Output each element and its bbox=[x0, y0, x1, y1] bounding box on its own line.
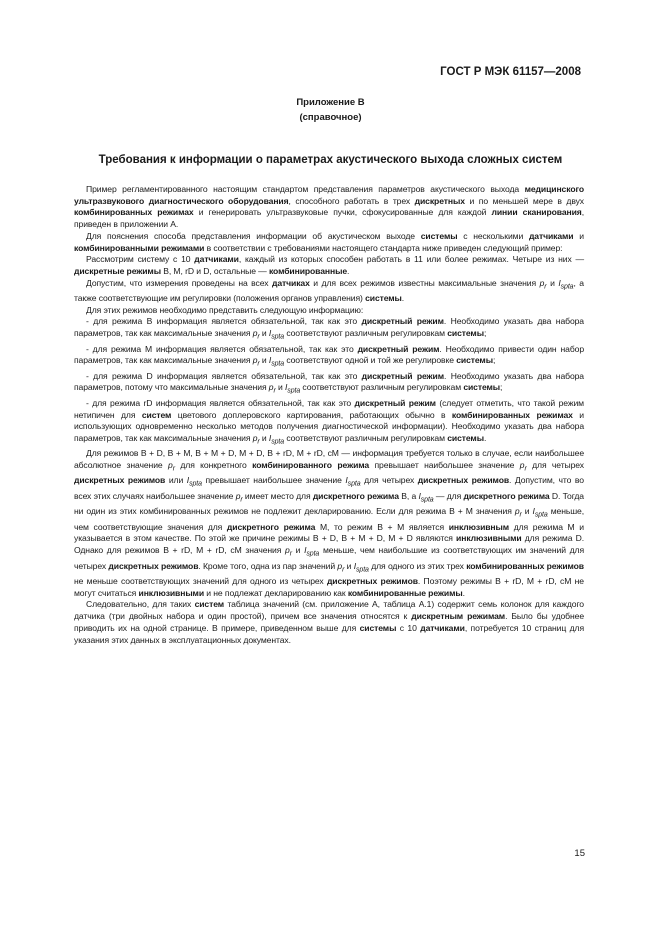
term-bold: линии сканирования bbox=[491, 207, 582, 218]
paragraph bbox=[74, 344, 584, 371]
term-bold: дискретных режимов bbox=[108, 560, 199, 571]
text-run: и bbox=[275, 382, 285, 393]
section-title: Требования к информации о параметрах акустического выхода сложных систем bbox=[98, 154, 563, 166]
text-run: - для режима D информация является обязательной, так как это bbox=[86, 370, 362, 381]
symbol: p bbox=[168, 460, 173, 471]
symbol: p bbox=[285, 545, 290, 556]
term-bold: системы bbox=[463, 382, 501, 393]
symbol: I bbox=[304, 545, 307, 556]
term-bold: комбинированными режимами bbox=[74, 242, 205, 253]
text-run: соответствуют различным регулировкам bbox=[284, 328, 448, 339]
annex-heading bbox=[0, 95, 661, 125]
symbol: I bbox=[532, 506, 535, 517]
term-bold: дискретного режима bbox=[463, 490, 550, 501]
symbol-subscript: spta bbox=[271, 438, 285, 446]
term-bold: дискретный режим bbox=[357, 343, 440, 354]
text-run: - для режима rD информация является обязательной, так как это bbox=[86, 397, 355, 408]
text-run: , каждый из которых способен работать в 11 или более режимах. Четыре из них — bbox=[238, 254, 584, 265]
paragraph bbox=[74, 231, 584, 254]
text-run: в соответствии с требованиями настоящего стандарта ниже приведен следующий пример: bbox=[204, 242, 563, 253]
symbol: p bbox=[268, 382, 274, 393]
text-run: В, а bbox=[398, 490, 419, 501]
text-run: соответствуют различным регулировкам bbox=[284, 432, 448, 443]
text-run: Рассмотрим систему с 10 bbox=[86, 254, 195, 265]
term-bold: дискретным режимам bbox=[411, 611, 506, 622]
text-run: с несколькими bbox=[457, 230, 529, 241]
symbol: p bbox=[539, 277, 545, 288]
text-run: . Было бы удобнее приводить их на одной странице. В примере, приведенном выше для bbox=[74, 611, 584, 633]
text-run: В, М, rD и D, остальные — bbox=[160, 265, 269, 276]
text-run: и для всех режимов известны максимальные значения bbox=[309, 277, 540, 288]
text-run: соответствуют различным регулировкам bbox=[300, 382, 464, 393]
symbol: I bbox=[558, 277, 561, 288]
text-run: для одного из этих трех bbox=[368, 560, 467, 571]
paragraph bbox=[74, 398, 584, 449]
text-run: и не подлежат декларированию как bbox=[204, 587, 348, 598]
term-bold: дискретных режимов bbox=[326, 576, 418, 586]
symbol-subscript: r bbox=[172, 465, 175, 473]
symbol: I bbox=[268, 432, 272, 443]
paragraph bbox=[74, 448, 584, 599]
text-run: . Необходимо указать два набора параметров, потому что максимальные значения bbox=[74, 370, 584, 393]
term-bold: медицинского ультразвукового диагностического оборудования bbox=[74, 184, 584, 206]
text-run: ; bbox=[500, 382, 503, 393]
text-run: , а также соответствующие им регулировки (положения органов управления) bbox=[74, 277, 584, 304]
symbol: I bbox=[268, 328, 272, 339]
text-run: . Допустим, что во всех этих случаях наибольшее значение bbox=[74, 475, 584, 501]
term-bold: датчиками bbox=[194, 254, 239, 265]
paragraph bbox=[74, 184, 584, 231]
symbol-subscript: spta bbox=[420, 496, 434, 504]
text-run: . Необходимо привести один набор параметров, так как максимальные значения bbox=[74, 343, 584, 366]
term-bold: комбинированные bbox=[268, 265, 348, 276]
text-run: . bbox=[462, 587, 465, 598]
text-run: . bbox=[483, 432, 487, 443]
text-run: и генерировать ультразвуковые пучки, сфокусированные для каждой bbox=[193, 207, 492, 218]
symbol-subscript: spta bbox=[271, 361, 285, 368]
term-bold: системы bbox=[456, 355, 493, 366]
symbol: I bbox=[418, 490, 421, 501]
text-run: — для bbox=[433, 490, 464, 501]
term-bold: дискретного режима bbox=[312, 490, 399, 501]
symbol-subscript: r bbox=[240, 496, 243, 504]
term-bold: системы bbox=[447, 328, 484, 339]
text-run: . bbox=[401, 293, 405, 304]
paragraph bbox=[74, 278, 584, 305]
term-bold: системы bbox=[359, 622, 397, 633]
text-run: и bbox=[573, 230, 584, 241]
standard-header: ГОСТ Р МЭК 61157—2008 bbox=[440, 66, 581, 78]
symbol: I bbox=[353, 560, 357, 571]
text-run: для конкретного bbox=[174, 460, 253, 471]
term-bold: комбинированных режимах bbox=[74, 207, 194, 218]
text-run: (следует отметить, что такой режим нетипичен для bbox=[74, 397, 584, 420]
text-run: Допустим, что измерения проведены на всех bbox=[86, 277, 272, 288]
text-run: превышает наибольшее значение bbox=[201, 475, 346, 486]
symbol: p bbox=[252, 432, 258, 443]
symbol-subscript: r bbox=[273, 388, 276, 396]
term-bold: инклюзивным bbox=[448, 521, 510, 532]
symbol-subscript: spta bbox=[271, 333, 285, 341]
term-bold: систем bbox=[194, 599, 225, 610]
term-bold: дискретного режима bbox=[226, 521, 316, 532]
text-run: Для этих режимов необходимо представить следующую информацию: bbox=[86, 304, 364, 315]
text-run: не меньше соответствующих значений для одного из четырех bbox=[74, 576, 327, 586]
symbol-subscript: spta bbox=[306, 550, 320, 558]
paragraph bbox=[74, 316, 584, 343]
text-run: . Кроме того, одна из пар значений bbox=[198, 560, 338, 571]
term-bold: дискретных режимов bbox=[417, 475, 510, 486]
symbol: p bbox=[252, 355, 258, 366]
symbol-subscript: r bbox=[257, 361, 260, 368]
text-run: . Необходимо указать два набора параметров, так как максимальные значения bbox=[74, 316, 584, 339]
paragraph bbox=[74, 371, 584, 398]
page-number: 15 bbox=[574, 848, 585, 859]
symbol: p bbox=[337, 560, 343, 571]
text-run: с 10 bbox=[396, 622, 421, 633]
symbol-subscript: r bbox=[519, 512, 522, 520]
symbol-subscript: r bbox=[544, 283, 547, 291]
term-bold: комбинированных режимов bbox=[466, 560, 584, 571]
text-run: имеет место для bbox=[242, 490, 313, 501]
text-run: Для пояснения способа представления информации об акустическом выходе bbox=[86, 230, 421, 241]
term-bold: системы bbox=[365, 293, 402, 304]
text-run: таблица значений (см. приложение А, таблица А.1) содержит семь колонок для каждого датчика (три двойных набора и один простой), причем все значения относятся к bbox=[74, 599, 584, 622]
text-run: для режима М и указывается в этом качестве. По этой же причине режимы В + D, В + М + D, М + D являются bbox=[74, 521, 584, 544]
term-bold: дискретный режим bbox=[354, 397, 436, 408]
term-bold: дискретный режим bbox=[361, 316, 444, 327]
symbol-subscript: r bbox=[257, 333, 260, 341]
text-run: и bbox=[259, 432, 269, 443]
symbol-subscript: spta bbox=[189, 481, 202, 489]
text-run: Для режимов В + D, В + М, В + М + D, М + D, В + rD, М + rD, сМ — информация требуется только в случае, если наибольшее абсолютное значение bbox=[74, 448, 584, 471]
annex-label: Приложение В bbox=[296, 97, 365, 108]
text-run: цветового доплеровского картирования, работающих обычно в bbox=[171, 409, 452, 420]
symbol: I bbox=[186, 475, 190, 486]
term-bold: инклюзивными bbox=[138, 587, 205, 598]
symbol: I bbox=[268, 355, 272, 366]
symbol: p bbox=[514, 506, 520, 517]
text-run: Пример регламентированного настоящим стандартом представления параметров акустического выхода bbox=[86, 184, 525, 194]
text-run: , способного работать в трех bbox=[288, 195, 415, 206]
text-run: ; bbox=[492, 355, 496, 366]
term-bold: систем bbox=[141, 409, 172, 420]
annex-type: (справочное) bbox=[299, 112, 362, 123]
text-run: соответствуют одной и той же регулировке bbox=[284, 355, 457, 366]
text-run: и использующих одновременно несколько методов получения диагностической информации). Необходимо указать два набора параметров, так как максимальные значения bbox=[74, 409, 584, 443]
text-run: превышает наибольшее значение bbox=[369, 460, 520, 471]
text-run: или bbox=[165, 475, 187, 486]
text-run: D. Тогда ни один из этих комбинированных режимов не подлежит декларированию. Если для режима В + М значения bbox=[74, 490, 584, 517]
text-run: , приведен в приложении А. bbox=[74, 207, 585, 230]
term-bold: датчиками bbox=[420, 622, 465, 633]
symbol: p bbox=[235, 490, 241, 501]
text-run: и bbox=[344, 560, 354, 571]
symbol: I bbox=[345, 475, 348, 486]
term-bold: системы bbox=[420, 230, 458, 241]
text-run: для четырех bbox=[360, 475, 418, 486]
text-run: Следовательно, для таких bbox=[86, 599, 195, 610]
text-run: М, то режим В + М является bbox=[315, 521, 449, 532]
text-run: и по меньшей мере в двух bbox=[464, 195, 584, 206]
text-run: и bbox=[259, 328, 269, 339]
symbol: p bbox=[519, 460, 525, 471]
symbol-subscript: spta bbox=[534, 512, 548, 520]
text-run: . Поэтому режимы В + rD, М + rD, сМ не могут считаться bbox=[74, 576, 584, 598]
body-text bbox=[74, 184, 584, 646]
term-bold: дискретные режимы bbox=[74, 265, 161, 276]
symbol-subscript: r bbox=[342, 566, 345, 574]
term-bold: системы bbox=[447, 432, 484, 443]
symbol-subscript: spta bbox=[560, 283, 574, 291]
term-bold: дискретных bbox=[414, 195, 465, 206]
symbol-subscript: spta bbox=[287, 388, 301, 396]
text-run: . bbox=[347, 265, 350, 276]
term-bold: комбинированных режимах bbox=[451, 409, 573, 420]
text-run: и bbox=[291, 545, 305, 556]
term-bold: комбинированные режимы bbox=[347, 587, 463, 598]
symbol: I bbox=[285, 382, 288, 393]
paragraph bbox=[74, 254, 584, 277]
text-run: ; bbox=[483, 328, 487, 339]
text-run: для режима D. Однако для режимов В + rD, М + rD, сМ значения bbox=[74, 533, 584, 556]
text-run: - для режима М информация является обязательной, так как это bbox=[86, 343, 358, 354]
symbol-subscript: spta bbox=[347, 481, 361, 489]
term-bold: датчиках bbox=[271, 277, 310, 288]
text-run: меньше, чем соответствующие значения для bbox=[74, 506, 585, 532]
symbol-subscript: r bbox=[524, 465, 527, 473]
text-run: и bbox=[259, 355, 269, 366]
term-bold: дискретный режим bbox=[361, 370, 444, 381]
term-bold: дискретных режимов bbox=[74, 475, 166, 486]
term-bold: датчиками bbox=[528, 230, 574, 241]
symbol: p bbox=[252, 328, 258, 339]
term-bold: комбинированного режима bbox=[252, 460, 370, 471]
text-run: и bbox=[546, 277, 559, 288]
symbol-subscript: spta bbox=[356, 566, 369, 574]
symbol-subscript: r bbox=[257, 438, 260, 446]
paragraph bbox=[74, 599, 584, 646]
text-run: - для режима В информация является обязательной, так как это bbox=[86, 316, 362, 327]
symbol-subscript: r bbox=[289, 550, 292, 558]
text-run: , потребуется 10 страниц для указания этих данных в эксплуатационных документах. bbox=[74, 622, 585, 645]
text-run: и bbox=[521, 506, 533, 517]
text-run: меньше, чем наибольшие из соответствующих им значений для четырех bbox=[74, 545, 584, 571]
paragraph bbox=[74, 305, 584, 317]
term-bold: инклюзивными bbox=[456, 533, 522, 544]
text-run: для четырех bbox=[526, 460, 584, 471]
